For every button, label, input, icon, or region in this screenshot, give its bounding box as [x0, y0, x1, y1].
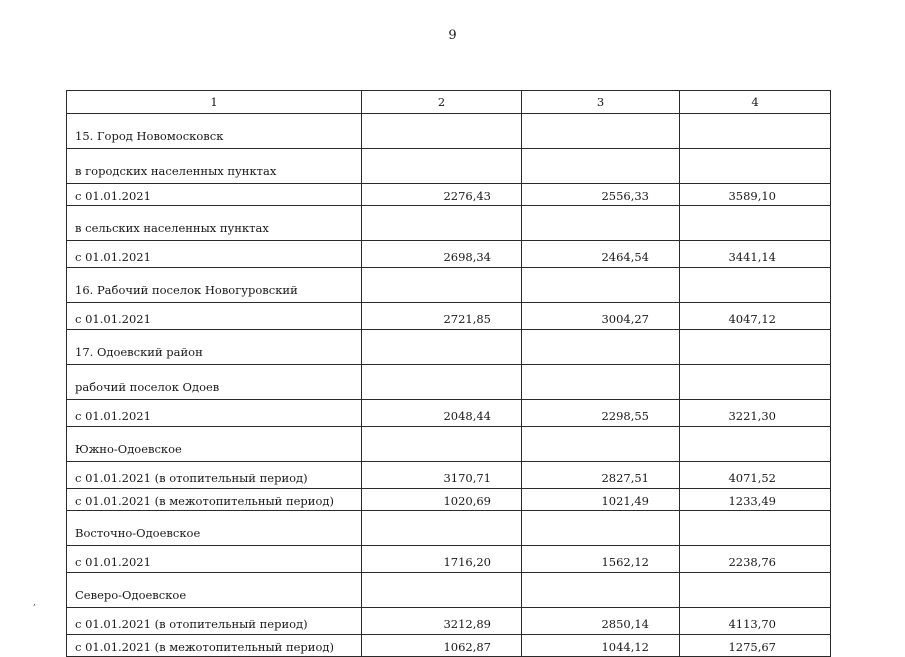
- row-label-cell: 17. Одоевский район: [67, 330, 362, 365]
- column-header-4: 4: [680, 91, 831, 114]
- value-cell-col2: 1020,69: [362, 489, 522, 511]
- row-label-cell: с 01.01.2021 (в отопительный период): [67, 462, 362, 489]
- value-cell-col2: 3212,89: [362, 608, 522, 635]
- value-cell-col4: 3441,14: [680, 241, 831, 268]
- value-cell-col4: 4113,70: [680, 608, 831, 635]
- value-cell-col3: 2464,54: [522, 241, 680, 268]
- value-cell-col3: 2298,55: [522, 400, 680, 427]
- value-cell-col4: [680, 268, 831, 303]
- value-cell-col4: [680, 511, 831, 546]
- value-cell-col4: [680, 114, 831, 149]
- value-cell-col2: [362, 573, 522, 608]
- row-label-cell: в городских населенных пунктах: [67, 149, 362, 184]
- table-row: [67, 268, 831, 303]
- value-cell-col2: [362, 149, 522, 184]
- value-cell-col4: 3221,30: [680, 400, 831, 427]
- tariff-table-body: [67, 91, 831, 657]
- row-label-cell: Северо-Одоевское: [67, 573, 362, 608]
- scan-mark: ,: [33, 598, 36, 608]
- value-cell-col4: 4071,52: [680, 462, 831, 489]
- table-row: [67, 573, 831, 608]
- table-row: [67, 149, 831, 184]
- value-cell-col2: 1716,20: [362, 546, 522, 573]
- value-cell-col2: [362, 206, 522, 241]
- row-label-cell: Восточно-Одоевское: [67, 511, 362, 546]
- table-header-row: [67, 91, 831, 114]
- table-row: [67, 365, 831, 400]
- row-label-cell: рабочий поселок Одоев: [67, 365, 362, 400]
- value-cell-col2: [362, 330, 522, 365]
- value-cell-col3: 3004,27: [522, 303, 680, 330]
- value-cell-col3: 1021,49: [522, 489, 680, 511]
- value-cell-col4: 1275,67: [680, 635, 831, 657]
- table-row: [67, 206, 831, 241]
- value-cell-col4: [680, 206, 831, 241]
- table-row: [67, 608, 831, 635]
- value-cell-col3: [522, 206, 680, 241]
- value-cell-col3: 1044,12: [522, 635, 680, 657]
- value-cell-col3: [522, 149, 680, 184]
- row-label-cell: с 01.01.2021 (в отопительный период): [67, 608, 362, 635]
- row-label-cell: с 01.01.2021: [67, 546, 362, 573]
- value-cell-col4: [680, 427, 831, 462]
- table-row: [67, 303, 831, 330]
- value-cell-col3: [522, 268, 680, 303]
- table-row: [67, 427, 831, 462]
- value-cell-col4: [680, 149, 831, 184]
- column-header-1: 1: [67, 91, 362, 114]
- value-cell-col3: [522, 573, 680, 608]
- value-cell-col4: [680, 365, 831, 400]
- value-cell-col2: 2698,34: [362, 241, 522, 268]
- value-cell-col4: 4047,12: [680, 303, 831, 330]
- page-number: 9: [448, 28, 457, 43]
- row-label-cell: Южно-Одоевское: [67, 427, 362, 462]
- row-label-cell: с 01.01.2021: [67, 400, 362, 427]
- table-row: [67, 400, 831, 427]
- column-header-2: 2: [362, 91, 522, 114]
- row-label-cell: 16. Рабочий поселок Новогуровский: [67, 268, 362, 303]
- table-row: [67, 184, 831, 206]
- row-label-cell: 15. Город Новомосковск: [67, 114, 362, 149]
- value-cell-col4: 3589,10: [680, 184, 831, 206]
- table-row: [67, 241, 831, 268]
- value-cell-col2: 1062,87: [362, 635, 522, 657]
- row-label-cell: с 01.01.2021 (в межотопительный период): [67, 635, 362, 657]
- value-cell-col3: 2827,51: [522, 462, 680, 489]
- value-cell-col2: [362, 114, 522, 149]
- value-cell-col2: 2276,43: [362, 184, 522, 206]
- value-cell-col3: [522, 330, 680, 365]
- row-label-cell: в сельских населенных пунктах: [67, 206, 362, 241]
- value-cell-col3: 2850,14: [522, 608, 680, 635]
- value-cell-col3: [522, 427, 680, 462]
- value-cell-col3: [522, 365, 680, 400]
- table-row: [67, 635, 831, 657]
- row-label-cell: с 01.01.2021: [67, 241, 362, 268]
- column-header-3: 3: [522, 91, 680, 114]
- value-cell-col4: [680, 573, 831, 608]
- table-row: [67, 511, 831, 546]
- value-cell-col2: 3170,71: [362, 462, 522, 489]
- value-cell-col3: [522, 114, 680, 149]
- value-cell-col2: [362, 268, 522, 303]
- value-cell-col2: [362, 511, 522, 546]
- table-row: [67, 114, 831, 149]
- table-row: [67, 462, 831, 489]
- table-row: [67, 489, 831, 511]
- row-label-cell: с 01.01.2021 (в межотопительный период): [67, 489, 362, 511]
- table-row: [67, 546, 831, 573]
- table-row: [67, 330, 831, 365]
- value-cell-col2: 2721,85: [362, 303, 522, 330]
- value-cell-col2: 2048,44: [362, 400, 522, 427]
- value-cell-col4: 2238,76: [680, 546, 831, 573]
- row-label-cell: с 01.01.2021: [67, 184, 362, 206]
- value-cell-col4: 1233,49: [680, 489, 831, 511]
- value-cell-col2: [362, 427, 522, 462]
- value-cell-col2: [362, 365, 522, 400]
- row-label-cell: с 01.01.2021: [67, 303, 362, 330]
- value-cell-col3: 2556,33: [522, 184, 680, 206]
- value-cell-col3: 1562,12: [522, 546, 680, 573]
- value-cell-col4: [680, 330, 831, 365]
- tariff-table: [66, 90, 831, 657]
- value-cell-col3: [522, 511, 680, 546]
